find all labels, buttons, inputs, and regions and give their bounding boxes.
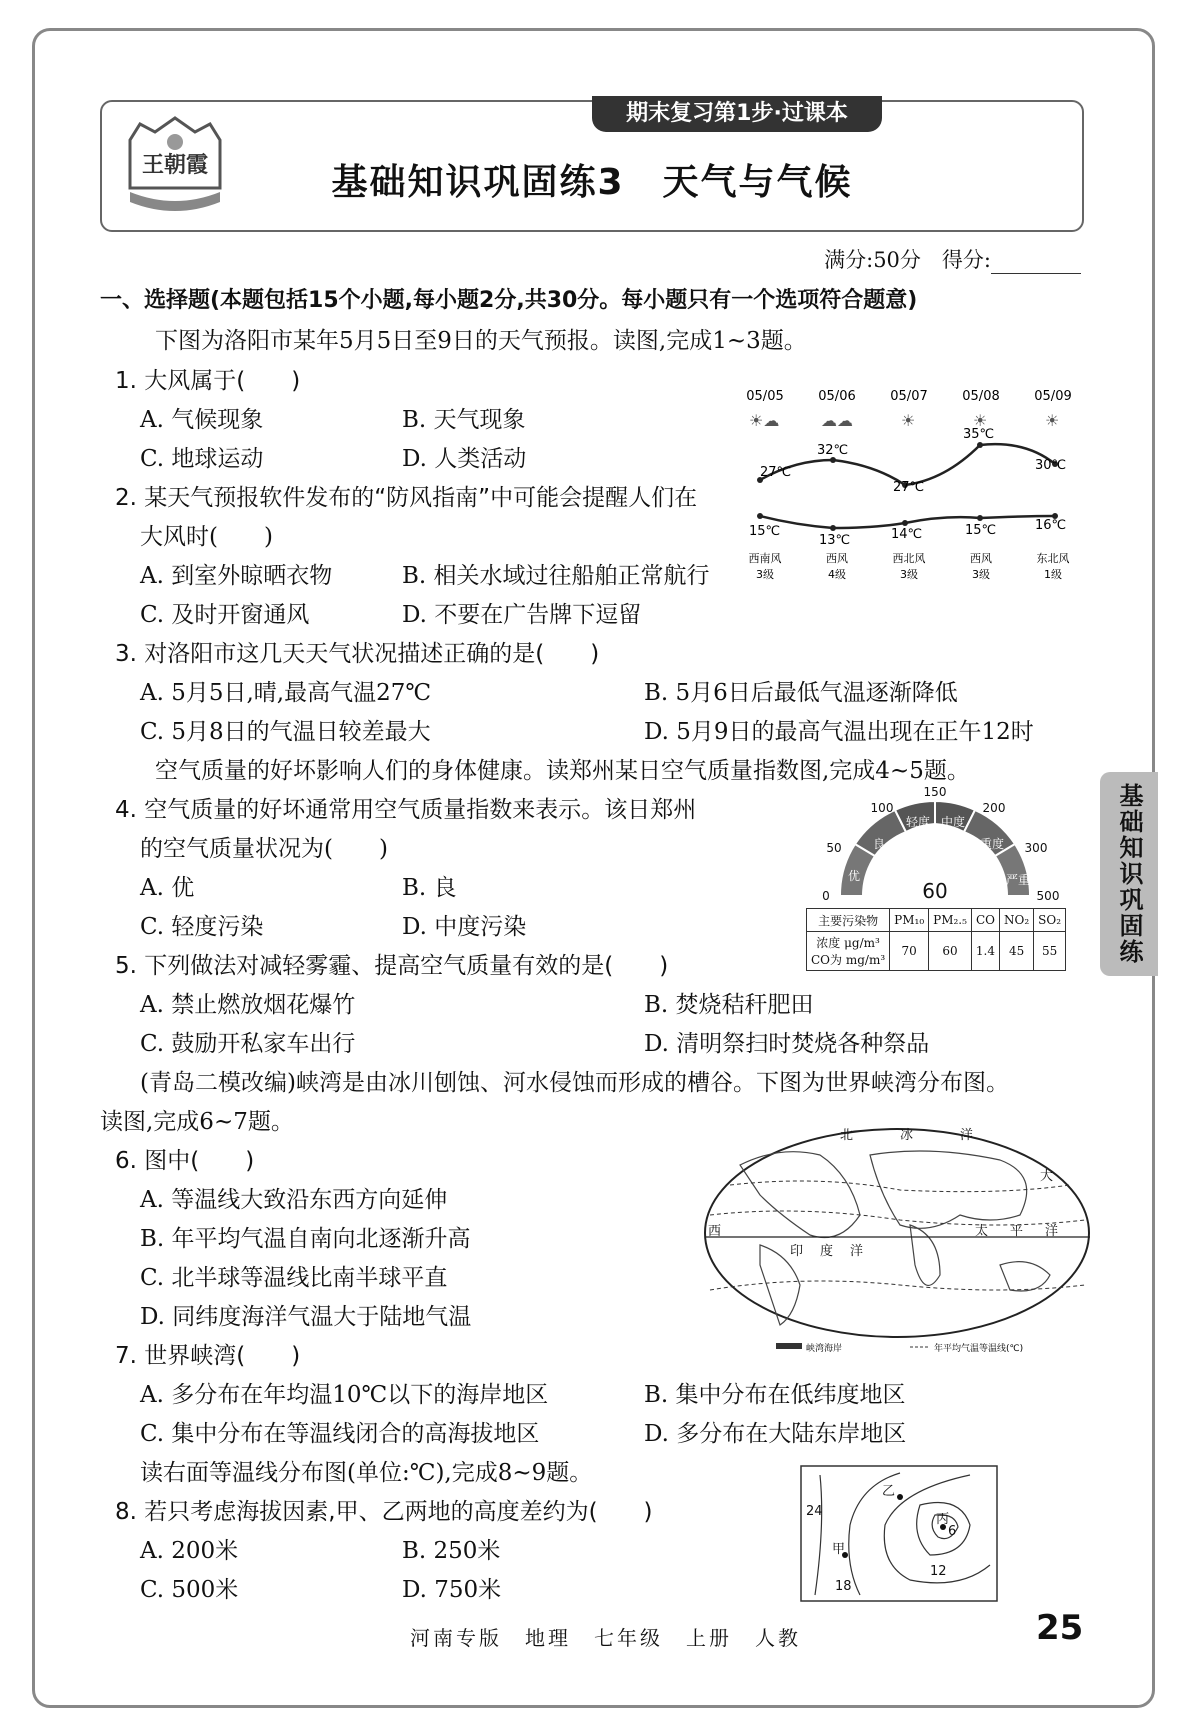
side-tab: 基础知识巩固练 <box>1100 772 1158 976</box>
isotherm-12: 12 <box>930 1564 947 1579</box>
q2-option-c[interactable]: C. 及时开窗通风 <box>140 602 310 628</box>
intro-air-quality: 空气质量的好坏影响人们的身体健康。读郑州某日空气质量指数图,完成4~5题。 <box>155 758 970 784</box>
q3-option-a[interactable]: A. 5月5日,晴,最高气温27℃ <box>140 680 432 706</box>
q2-option-a[interactable]: A. 到室外晾晒衣物 <box>140 563 333 589</box>
map-label: 平 <box>1010 1224 1024 1239</box>
aqi-value: 60 <box>922 879 948 903</box>
sun-icon: ☀ <box>901 411 916 430</box>
map-label: 太 <box>975 1224 989 1239</box>
intro-isotherm: 读右面等温线分布图(单位:℃),完成8~9题。 <box>140 1460 593 1486</box>
section-heading: 一、选择题(本题包括15个小题,每小题2分,共30分。每小题只有一个选项符合题意) <box>100 288 918 313</box>
q2-stem-line2: 大风时( ) <box>140 524 273 550</box>
q5-option-c[interactable]: C. 鼓励开私家车出行 <box>140 1031 356 1057</box>
level-5: 1级 <box>1044 568 1062 581</box>
low-3: 14℃ <box>891 527 923 542</box>
intro-fjord-line1: (青岛二模改编)峡湾是由冰川刨蚀、河水侵蚀而形成的槽谷。下图为世界峡湾分布图。 <box>140 1070 1009 1096</box>
score-line <box>824 244 1081 274</box>
page-title: 基础知识巩固练3 天气与气候 <box>331 162 853 203</box>
q8-option-b[interactable]: B. 250米 <box>402 1538 501 1564</box>
q6-option-a[interactable]: A. 等温线大致沿东西方向延伸 <box>140 1187 448 1213</box>
date-5: 05/09 <box>1034 389 1072 404</box>
logo-text: 王朝霞 <box>141 153 209 178</box>
level-3: 3级 <box>900 568 918 581</box>
q1-option-a[interactable]: A. 气候现象 <box>140 407 264 433</box>
q4-stem-line1: 4. 空气质量的好坏通常用空气质量指数来表示。该日郑州 <box>115 797 697 823</box>
q7-option-b[interactable]: B. 集中分布在低纬度地区 <box>644 1382 906 1408</box>
sun-icon: ☀ <box>1045 411 1060 430</box>
high-temp-line <box>760 444 1055 485</box>
page-number: 25 <box>1036 1608 1084 1648</box>
wind-1: 西南风 <box>748 552 782 565</box>
q1-stem: 1. 大风属于( ) <box>115 368 301 394</box>
score-label: 满分:50分 得分: <box>824 248 991 272</box>
map-label: 洋 <box>1045 1224 1059 1239</box>
q7-stem: 7. 世界峡湾( ) <box>115 1343 301 1369</box>
q1-option-d[interactable]: D. 人类活动 <box>402 446 527 472</box>
wind-2: 西风 <box>826 552 848 565</box>
q4-stem-line2: 的空气质量状况为( ) <box>140 836 388 862</box>
map-label: 印 <box>790 1244 804 1259</box>
aqi-tick: 500 <box>1036 889 1060 903</box>
map-legend-isotherm: 年平均气温等温线(℃) <box>934 1344 1024 1354</box>
q3-option-d[interactable]: D. 5月9日的最高气温出现在正午12时 <box>644 719 1034 745</box>
aqi-band-label: 严重 <box>1005 873 1031 887</box>
isotherm-24: 24 <box>806 1504 823 1519</box>
date-4: 05/08 <box>962 389 1000 404</box>
q2-option-d[interactable]: D. 不要在广告牌下逗留 <box>402 602 642 628</box>
high-3: 27℃ <box>893 480 925 495</box>
aqi-tick: 100 <box>870 801 894 815</box>
table-header: PM₁₀ <box>890 909 929 932</box>
q6-option-c[interactable]: C. 北半球等温线比南半球平直 <box>140 1265 448 1291</box>
low-2: 13℃ <box>819 533 851 548</box>
q6-stem: 6. 图中( ) <box>115 1148 255 1174</box>
intro-fjord-line2: 读图,完成6~7题。 <box>100 1109 294 1135</box>
high-5: 30℃ <box>1035 458 1067 473</box>
q5-option-b[interactable]: B. 焚烧秸秆肥田 <box>644 992 814 1018</box>
q1-option-c[interactable]: C. 地球运动 <box>140 446 264 472</box>
date-row <box>746 389 1071 404</box>
map-label: 度 <box>820 1244 834 1259</box>
score-blank[interactable] <box>991 253 1081 274</box>
aqi-band-label: 轻度 <box>905 815 931 829</box>
table-cell: 70 <box>890 932 929 971</box>
aqi-tick: 0 <box>822 889 830 903</box>
q4-option-c[interactable]: C. 轻度污染 <box>140 914 264 940</box>
isotherm-18: 18 <box>835 1579 852 1594</box>
cloud-icon: ☁☁ <box>821 411 853 430</box>
q5-option-d[interactable]: D. 清明祭扫时焚烧各种祭品 <box>644 1031 930 1057</box>
low-5: 16℃ <box>1035 518 1067 533</box>
aqi-tick: 300 <box>1024 841 1048 855</box>
q2-option-b[interactable]: B. 相关水域过往船舶正常航行 <box>402 563 710 589</box>
wind-3: 西北风 <box>892 552 926 565</box>
aqi-tick: 200 <box>982 801 1006 815</box>
sun-cloud-icon: ☀☁ <box>749 411 780 430</box>
q3-option-c[interactable]: C. 5月8日的气温日较差最大 <box>140 719 431 745</box>
pollutant-table <box>806 908 1066 971</box>
aqi-tick: 150 <box>923 786 947 799</box>
q7-option-d[interactable]: D. 多分布在大陆东岸地区 <box>644 1421 907 1447</box>
q3-option-b[interactable]: B. 5月6日后最低气温逐渐降低 <box>644 680 958 706</box>
q4-option-b[interactable]: B. 良 <box>402 875 457 901</box>
weather-icons <box>749 411 1059 430</box>
map-label: 洋 <box>960 1128 974 1143</box>
table-header: CO <box>971 909 999 932</box>
weather-forecast-chart <box>735 380 1080 590</box>
q5-option-a[interactable]: A. 禁止燃放烟花爆竹 <box>140 992 356 1018</box>
isotherm-map <box>800 1465 998 1602</box>
intro-weather: 下图为洛阳市某年5月5日至9日的天气预报。读图,完成1~3题。 <box>155 328 807 354</box>
map-label: 西 <box>708 1224 722 1239</box>
point-jia: 甲 <box>832 1542 846 1557</box>
q4-option-d[interactable]: D. 中度污染 <box>402 914 527 940</box>
q8-option-a[interactable]: A. 200米 <box>140 1538 239 1564</box>
point-bing: 丙 <box>936 1512 950 1527</box>
step-banner: 期末复习第1步·过课本 <box>592 96 882 132</box>
level-4: 3级 <box>972 568 990 581</box>
footer-info: 河南专版 地理 七年级 上册 人教 <box>410 1626 801 1650</box>
table-row-label: 浓度 μg/m³ CO为 mg/m³ <box>807 932 890 971</box>
map-label: 冰 <box>900 1128 914 1143</box>
date-2: 05/06 <box>818 389 856 404</box>
aqi-band-label: 中度 <box>940 815 966 829</box>
q2-stem-line1: 2. 某天气预报软件发布的“防风指南”中可能会提醒人们在 <box>115 485 698 511</box>
low-1: 15℃ <box>749 524 781 539</box>
map-label: 洋 <box>850 1244 864 1259</box>
level-1: 3级 <box>756 568 774 581</box>
wind-4: 西风 <box>970 552 992 565</box>
high-2: 32℃ <box>817 443 849 458</box>
table-header: SO₂ <box>1034 909 1066 932</box>
table-cell: 60 <box>929 932 972 971</box>
world-fjord-map <box>700 1125 1095 1360</box>
aqi-tick: 50 <box>826 841 842 855</box>
low-4: 15℃ <box>965 523 997 538</box>
level-2: 4级 <box>828 568 846 581</box>
q7-option-a[interactable]: A. 多分布在年均温10℃以下的海岸地区 <box>140 1382 549 1408</box>
q6-option-d[interactable]: D. 同纬度海洋气温大于陆地气温 <box>140 1304 472 1330</box>
q4-option-a[interactable]: A. 优 <box>140 875 195 901</box>
q7-option-c[interactable]: C. 集中分布在等温线闭合的高海拔地区 <box>140 1421 540 1447</box>
wind-5: 东北风 <box>1036 552 1070 565</box>
high-1: 27℃ <box>760 465 792 480</box>
aqi-gauge <box>810 786 1060 906</box>
aqi-band-label: 良 <box>872 837 886 851</box>
date-3: 05/07 <box>890 389 928 404</box>
q5-stem: 5. 下列做法对减轻雾霾、提高空气质量有效的是( ) <box>115 953 669 979</box>
map-label: 大 <box>1040 1169 1054 1184</box>
table-header: 主要污染物 <box>807 909 890 932</box>
map-label: 北 <box>840 1128 854 1143</box>
header-box <box>100 100 1084 232</box>
table-cell: 1.4 <box>971 932 999 971</box>
q8-stem: 8. 若只考虑海拔因素,甲、乙两地的高度差约为( ) <box>115 1499 653 1525</box>
map-legend-fjord: 峡湾海岸 <box>806 1344 843 1354</box>
table-cell: 45 <box>1000 932 1034 971</box>
q6-option-b[interactable]: B. 年平均气温自南向北逐渐升高 <box>140 1226 471 1252</box>
date-1: 05/05 <box>746 389 784 404</box>
q1-option-b[interactable]: B. 天气现象 <box>402 407 526 433</box>
point-yi: 乙 <box>882 1484 896 1499</box>
sun-icon: ☀ <box>973 411 988 430</box>
high-4: 35℃ <box>963 427 995 442</box>
aqi-band-label: 优 <box>847 869 861 883</box>
isotherm-6: 6 <box>948 1524 957 1539</box>
q3-stem: 3. 对洛阳市这几天天气状况描述正确的是( ) <box>115 641 600 667</box>
aqi-band-label: 重度 <box>979 837 1005 851</box>
q8-option-c[interactable]: C. 500米 <box>140 1577 239 1603</box>
table-cell: 55 <box>1034 932 1066 971</box>
table-header: PM₂.₅ <box>929 909 972 932</box>
q8-option-d[interactable]: D. 750米 <box>402 1577 502 1603</box>
table-header: NO₂ <box>1000 909 1034 932</box>
